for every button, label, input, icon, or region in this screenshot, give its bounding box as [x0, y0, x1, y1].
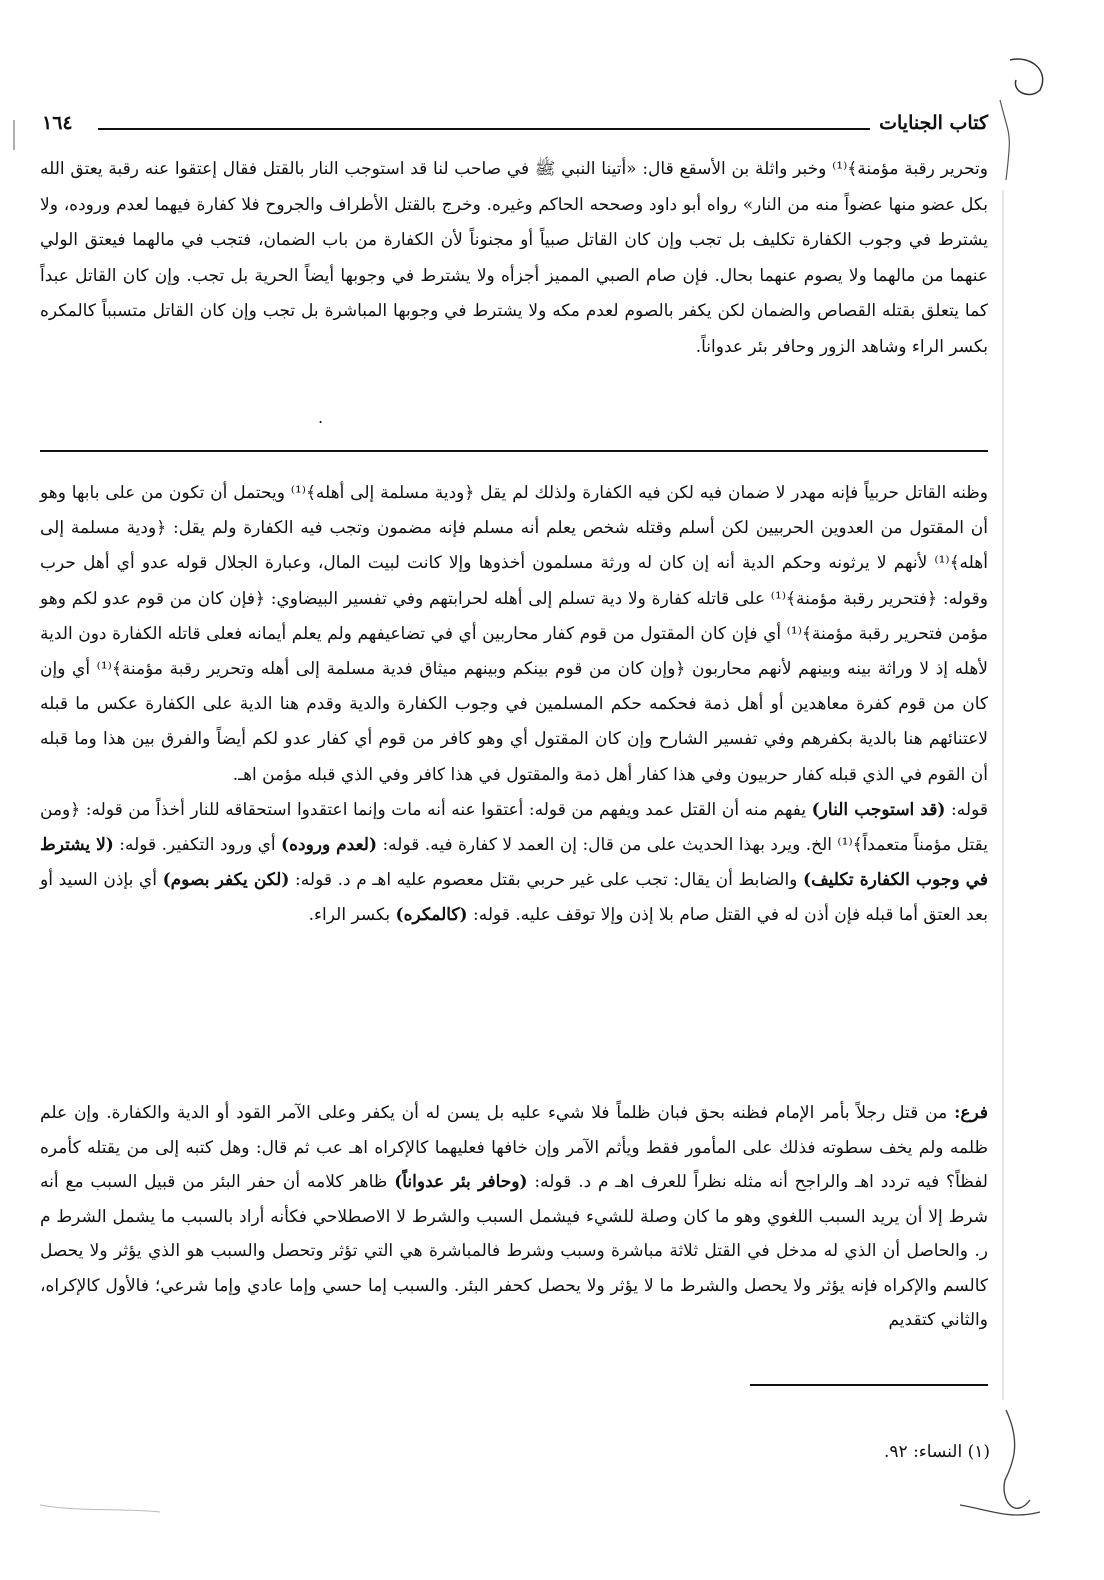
quoted-phrase: (لعدم وروده) [281, 835, 378, 856]
quoted-phrase: (كالمكره) [395, 905, 468, 926]
note-text: أي ورود التكفير. قوله: [113, 835, 282, 856]
commentary-text [40, 476, 988, 1078]
running-header [42, 112, 988, 146]
page-number: ١٦٤ [42, 112, 73, 134]
quoted-phrase: (لكن يكفر بصوم) [162, 870, 290, 891]
main-text-paragraph: وتحرير رقبة مؤمنة﴾⁽¹⁾ وخبر واثلة بن الأسقع قال: «أتينا النبي ﷺ في صاحب لنا قد استوجب النار بالقتل فقال إعتقوا عنه رقبة يعتق الله بكل عضو منها عضواً منه من النار» رواه أبو داود وصححه الحاكم وغيره. وخرج بالقتل الأطراف والجروح فلا كفارة فيهما لعدم وروده، ولا يشترط في وجوب الكفارة تكليف بل تجب وإن كان القاتل صبياً أو مجنوناً لأن الكفارة من باب الضمان، فتجب في مالهما فيعتق الولي عنهما من مالهما ولا يصوم عنهما بحال. فإن صام الصبي المميز أجزأه ولا يشترط في وجوبها أيضاً الحرية بل تجب. وإن كان القاتل عبداً كما يتعلق بقتله القصاص والضمان لكن يكفر بالصوم لعدم مكه ولا يشترط في وجوبها المباشرة بل تجب وإن كان القاتل متسبباً كالمكره بكسر الراء وشاهد الزور وحافر بئر عدواناً. [40, 159, 988, 357]
main-text [40, 152, 988, 438]
footnote: (١) النساء: ٩٢. [884, 1442, 990, 1462]
section-separator [40, 450, 988, 452]
note-text: والضابط أن يقال: تجب على غير حربي بقتل معصوم عليه اهـ م د. قوله: [289, 870, 804, 891]
subsidiary-issue [40, 1096, 988, 1368]
subsidiary-label: فرع: [954, 1103, 988, 1123]
commentary-notes [40, 793, 988, 934]
quoted-phrase: (قد استوجب النار) [811, 799, 946, 820]
stray-mark: . [318, 408, 324, 427]
subsidiary-text: من قتل رجلاً بأمر الإمام فظنه بحق فبان ظلماً فلا شيء عليه بل يسن له أن يكفر وعلى الآمر القود أو الدية والكفارة. وإن علم ظلمه ولم يخف سطوته فذلك على المأمور فقط ويأثم الآمر وإن خافها فعليهما كالإكراه اهـ عب ثم قال: وهل كتبه إلى من يقتله كأمره لفظاً؟ فيه تردد اهـ والراجح أنه مثله نظراً للعرف اهـ م د. قوله: [40, 1103, 988, 1192]
note-text: بكسر الراء. [308, 905, 396, 926]
subsidiary-paragraph [40, 1096, 988, 1338]
note-text: يفهم منه أن القتل عمد ويفهم من قوله: أعتقوا عنه أنه مات وإنما اعتقدوا استحقاقه للنار أخذاً من قوله: ﴿ومن يقتل مؤمناً متعمداً﴾⁽¹⁾ الخ. ويرد بهذا الحديث على من قال: إن العمد لا كفارة فيه. قوله: [40, 799, 988, 856]
quoted-phrase: (لا يشترط في وجوب الكفارة تكليف) [40, 835, 988, 891]
chapter-title: كتاب الجنايات [879, 112, 988, 134]
commentary-body: وظنه القاتل حربياً فإنه مهدر لا ضمان فيه لكن فيه الكفارة ولذلك لم يقل ﴿ودية مسلمة إلى أهله﴾⁽¹⁾ ويحتمل أن تكون من على بابها وهو أن المقتول من العدوين الحربيين لكن أسلم وقتله شخص يعلم أنه مسلم فإنه مضمون وتجب فيه الكفارة ولم يقل: ﴿ودية مسلمة إلى أهله﴾⁽¹⁾ لأنهم لا يرثونه وحكم الدية أنه إن كان له ورثة مسلمون أخذوها وإلا كانت لبيت المال، وعبارة الجلال قوله عدو أي أهل حرب وقوله: ﴿فتحرير رقبة مؤمنة﴾⁽¹⁾ على قاتله كفارة ولا دية تسلم إلى أهله لحرابتهم وفي تفسير البيضاوي: ﴿فإن كان من قوم عدو لكم وهو مؤمن فتحرير رقبة مؤمنة﴾⁽¹⁾ أي فإن كان المقتول من قوم كفار محاربين أي في تضاعيفهم ولم يعلم أيمانه فعلى قاتله الكفارة دون الدية لأهله إذ لا وراثة بينه وبينهم لأنهم محاربون ﴿وإن كان من قوم بينكم وبينهم ميثاق فدية مسلمة إلى أهله وتحرير رقبة مؤمنة﴾⁽¹⁾ أي وإن كان من قوم كفرة معاهدين أو أهل ذمة فحكمه حكم المسلمين في وجوب الكفارة والدية وقدم هنا الدية على الكفارة عكس ما قبله لاعتنائهم هنا بالدية بكفرهم وفي تفسير الشارح وإن كان المقتول أي وهو كافر من قوم أي كفار عدو لكم أيضاً والفرق بين هذا وما قبله أن القوم في الذي قبله كفار حربيون وفي هذا كفار أهل ذمة والمقتول في هذا كافر وفي الذي قبله مؤمن اهـ. [40, 483, 989, 785]
note-intro-1: قوله: [945, 799, 988, 820]
note-text: أي بإذن السيد أو بعد العتق أما قبله فإن أذن له في القتل صام بلا إذن وإلا توقف عليه. قوله: [40, 870, 988, 926]
header-rule [98, 128, 870, 130]
subsidiary-text: ظاهر كلامه أن حفر البئر من قبيل السبب مع أنه شرط إلا أن يريد السبب اللغوي وهو ما كان وصلة للشيء فيشمل السبب والشرط لا الاصطلاحي فكأنه أراد بالسبب ما يشمل الشرط م ر. والحاصل أن الذي له مدخل في القتل ثلاثة مباشرة وسبب وشرط فالمباشرة هي التي تؤثر وتحصل والسبب هو الذي يؤثر ولا يحصل كالسم والإكراه فإنه يؤثر ولا يحصل والشرط ما لا يؤثر ولا يحصل كحفر البئر. والسبب إما حسي وإما عادي وإما شرعي؛ فالأول كالإكراه، والثاني كتقديم [40, 1172, 988, 1330]
commentary-paragraph [40, 476, 988, 793]
footnote-rule [750, 1384, 988, 1386]
quoted-phrase: (وحافر بئر عدواناً) [394, 1172, 528, 1192]
